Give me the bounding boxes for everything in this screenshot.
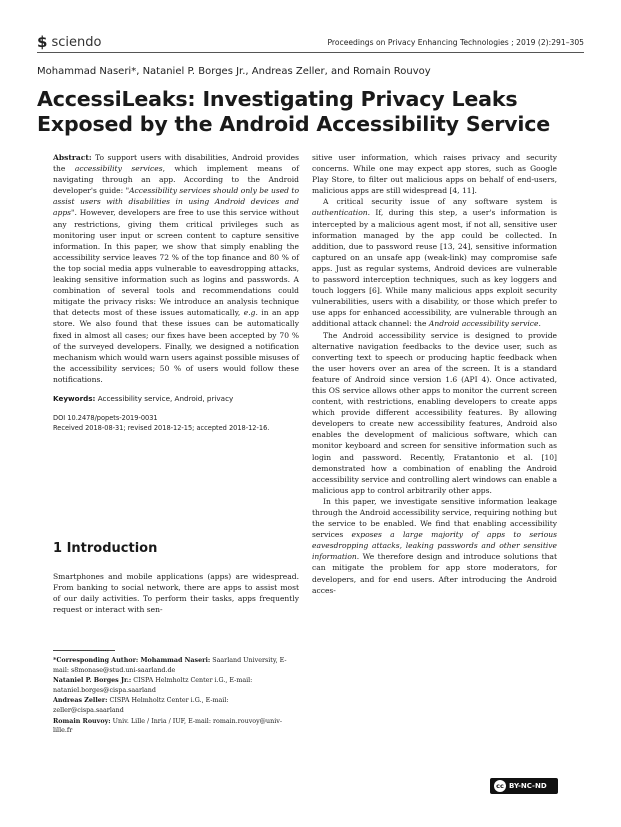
footnote-text: CISPA Helmholtz Center i.G., E-mail: zeller@cispa.saarland bbox=[53, 697, 229, 714]
footnote-text: Univ. Lille / Inria / IUF, E-mail: romain.rouvoy@univ-lille.fr bbox=[53, 717, 282, 735]
body-emphasis: authentication bbox=[312, 208, 368, 218]
abstract-emphasis: e.g. bbox=[243, 308, 258, 318]
abstract-text: , which implement means of navigating through an app. According to the Android developer's guide: bbox=[53, 164, 299, 196]
body-paragraph bbox=[312, 196, 557, 329]
footnote-author: Romain Rouvoy: bbox=[53, 717, 111, 725]
left-column bbox=[53, 152, 299, 433]
body-text: A critical security issue of any software system is bbox=[323, 197, 557, 207]
sciendo-logo-icon: $ bbox=[37, 32, 48, 51]
footnote-author: Nataniel P. Borges Jr.: bbox=[53, 677, 132, 685]
body-emphasis: Android accessibility service bbox=[428, 319, 539, 329]
footnote-author: Andreas Zeller: bbox=[53, 697, 108, 705]
footnote-author: *Corresponding Author: Mohammad Naseri: bbox=[53, 657, 211, 664]
publisher-name: sciendo bbox=[51, 34, 102, 50]
footnote-item bbox=[53, 676, 299, 695]
footnote-rule bbox=[53, 650, 115, 651]
body-text: In this paper, we investigate sensitive information leakage through the Android accessibility service, requiring nothing but the service to be enabled. We find that enabling accessibility services bbox=[312, 496, 557, 540]
publisher-logo bbox=[37, 32, 102, 51]
body-paragraph: sitive user information, which raises privacy and security concerns. While one may expect app stores, such as Google Play Store, to filter out malicious apps on behalf of end-users, malicious apps are still widespread [4, 11]. bbox=[312, 153, 557, 196]
keywords-text: Accessibility service, Android, privacy bbox=[97, 393, 234, 403]
license-label: BY-NC-ND bbox=[509, 782, 547, 790]
footnote-item bbox=[53, 696, 299, 715]
footnote-item bbox=[53, 717, 299, 736]
keywords-label: Keywords: bbox=[53, 393, 96, 403]
page-header bbox=[37, 33, 584, 51]
abstract bbox=[53, 152, 299, 385]
body-emphasis: exposes a large majority of apps to serious eavesdropping attacks, leaking passwords and other sensitive information bbox=[312, 530, 557, 562]
author-list: Mohammad Naseri*, Nataniel P. Borges Jr., Andreas Zeller, and Romain Rouvoy bbox=[37, 66, 431, 77]
footnote-text: Saarland University, E-mail: s8monase@stud.uni-saarland.de bbox=[53, 657, 287, 674]
journal-citation: Proceedings on Privacy Enhancing Technologies ; 2019 (2):291–305 bbox=[327, 37, 584, 47]
body-paragraph bbox=[312, 496, 557, 596]
footnote-item bbox=[53, 656, 299, 675]
body-paragraph: The Android accessibility service is designed to provide alternative navigation feedbacks to the device user, such as converting text to speech or producing haptic feedback when the user hovers over an area of the screen. It is a standard feature of Android since version 1.6 (API 4). Once activated, this OS service allows other apps to monitor the current screen content, with restrictions, enabling developers to create apps which provide different accessibility features. By allowing developers to create new accessibility features, Android also enables the development of malicious software, which can monitor keyboard and screen for sensitive information such as login and password. Recently, Fratantonio et al. [10] demonstrated how a combination of enabling the Android accessibility service and controlling alert windows can enable a malicious app to control arbitrarily other apps. bbox=[312, 330, 557, 495]
creative-commons-icon: cc bbox=[494, 780, 506, 792]
right-column bbox=[312, 152, 557, 596]
body-text: . bbox=[538, 319, 541, 329]
intro-paragraph bbox=[53, 571, 299, 615]
abstract-text: To support users with disabilities, Android provides the bbox=[53, 153, 299, 174]
footnote-text: CISPA Helmholtz Center i.G., E-mail: nataniel.borges@cispa.saarland bbox=[53, 677, 253, 694]
abstract-quote: "Accessibility services should only be used to assist users with disabilities in using Android devices and apps" bbox=[53, 186, 299, 218]
doi[interactable]: DOI 10.2478/popets-2019-0031 bbox=[53, 414, 158, 423]
license-badge[interactable] bbox=[490, 778, 558, 794]
footnotes bbox=[53, 656, 299, 737]
keywords bbox=[53, 393, 299, 404]
body-text: . If, during this step, a user's information is intercepted by a malicious agent most, if not all, sensitive user information managed by the app could be collected. In addition, due to password reuse [13, 24], sensitive information captured on an unsafe app (weak-link) may compromise safe apps. Just as regular systems, Android devices are vulnerable to password interception techniques, such as key loggers and touch loggers [6]. While many malicious apps exploit security vulnerabilities, users with a disability, or those which prefer to use apps for enhanced accessibility, are vulnerable through an additional attack channel: the bbox=[312, 208, 557, 329]
paper-title: AccessiLeaks: Investigating Privacy Leaks Exposed by the Android Accessibility Service bbox=[37, 87, 551, 136]
received-dates: Received 2018-08-31; revised 2018-12-15; accepted 2018-12-16. bbox=[53, 424, 270, 433]
header-rule bbox=[37, 52, 584, 53]
section-heading: 1 Introduction bbox=[53, 541, 158, 556]
body-text: . We therefore design and introduce solutions that can mitigate the problem for app store moderators, for developers, and for end users. After introducing the Android acces- bbox=[312, 552, 557, 595]
abstract-emphasis: accessibility services bbox=[74, 164, 163, 174]
abstract-label: Abstract: bbox=[53, 153, 92, 162]
doi-block bbox=[53, 413, 299, 433]
abstract-text: in an app store. We also found that these issues can be automatically fixed in almost all cases; our fixes have been accepted by 70 % of the surveyed developers. Finally, we designed a notification mechanism which would warn users against possible misuses of the accessibility services; 50 % of users would follow these notifications. bbox=[53, 308, 299, 384]
intro-text: Smartphones and mobile applications (apps) are widespread. From banking to social network, there are apps to assist most of our daily activities. To perform their tasks, apps frequently request or interact with sen- bbox=[53, 572, 299, 615]
abstract-text: . However, developers are free to use this service without any restrictions, giving them critical privileges such as monitoring user input or screen content to capture sensitive information. In this paper, we show that simply enabling the accessibility service leaves 72 % of the top finance and 80 % of the top social media apps vulnerable to eavesdropping attacks, leaking sensitive information such as logins and passwords. A combination of several tools and recommendations could mitigate the privacy risks: We introduce an analysis technique that detects most of these issues automatically, bbox=[53, 208, 299, 318]
